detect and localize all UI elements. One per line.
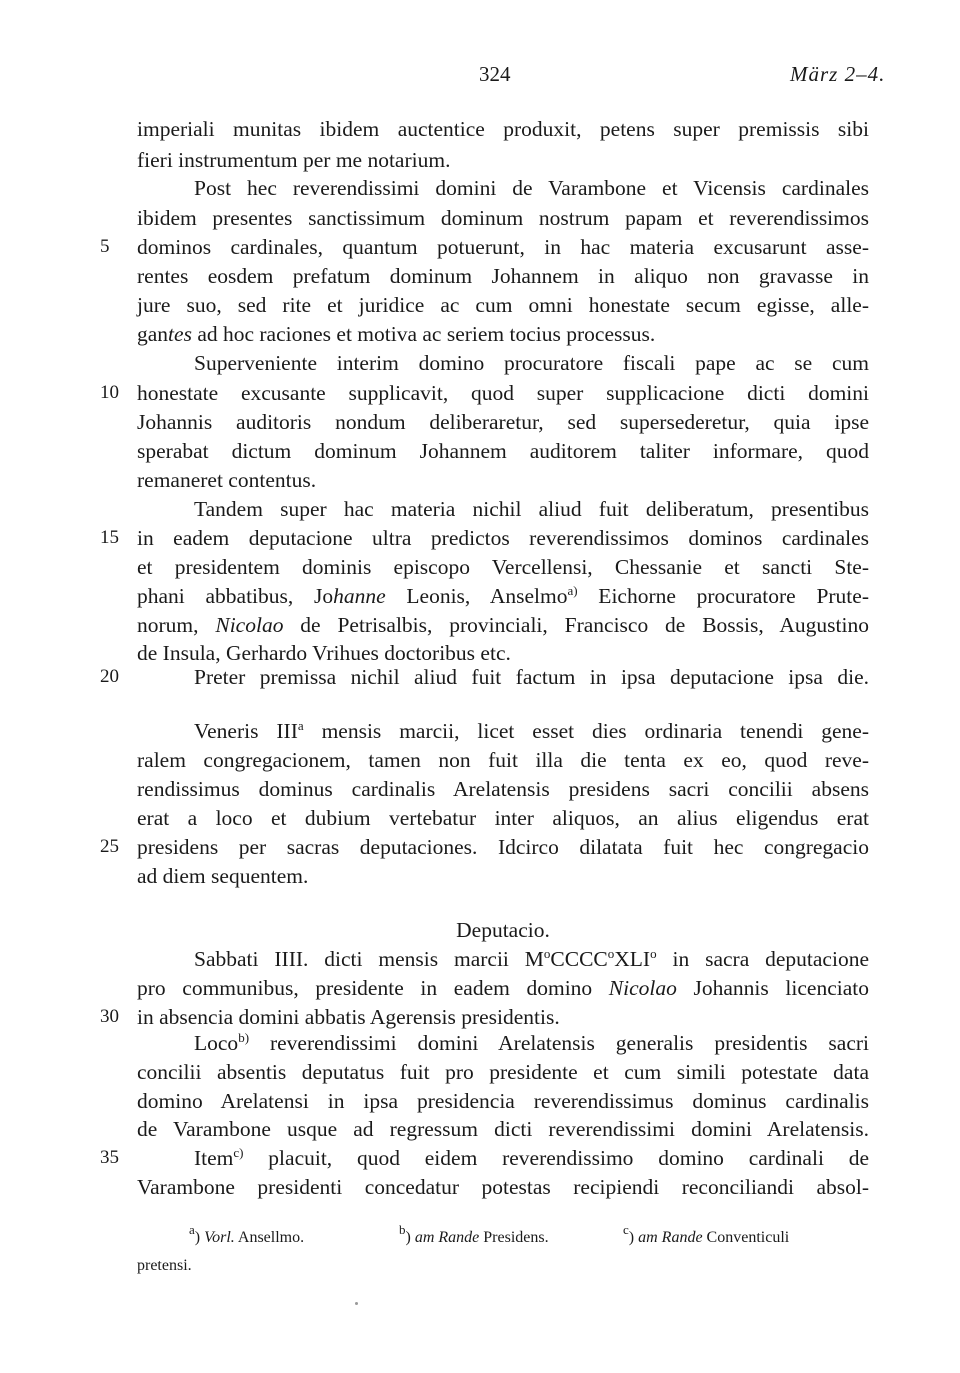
- text-segment: mensis marcii, licet esset dies ordinaria tenendi gene-: [303, 719, 869, 743]
- text-segment: Superveniente interim domino procuratore fiscali pape ac se cum: [194, 351, 869, 375]
- text-segment: Johannis licenciato: [676, 976, 869, 1000]
- text-segment: dominos cardinales, quantum potuerunt, in hac materia excusarunt asse-: [137, 235, 869, 259]
- page-speck: [355, 1302, 358, 1305]
- text-line: [137, 290, 869, 320]
- text-segment: ralem congregacionem, tamen non fuit illa die tenta ex eo, quod reve-: [137, 748, 869, 772]
- text-line: [137, 203, 869, 233]
- text-segment: pro communibus, presidente in eadem domino: [137, 976, 609, 1000]
- text-segment: remaneret contentus.: [137, 468, 317, 492]
- text-segment: ): [628, 1229, 639, 1246]
- text-segment: in absencia domini abbatis Agerensis presidentis.: [137, 1005, 560, 1029]
- footnote: [137, 1255, 192, 1277]
- text-line: [137, 348, 869, 378]
- text-segment: Varambone presidenti concedatur potestas recipiendi reconciliandi absol-: [137, 1175, 869, 1199]
- superscript-mark: a: [297, 718, 304, 733]
- text-line: [137, 1143, 869, 1173]
- text-line: [137, 173, 869, 203]
- text-segment: Leonis, Anselmo: [385, 584, 568, 608]
- text-segment: ): [405, 1229, 415, 1246]
- italic-text: am Rande: [638, 1229, 703, 1246]
- text-segment: gan: [137, 322, 169, 346]
- text-segment: in sacra deputacione: [656, 947, 869, 971]
- line-number: 5: [100, 236, 110, 257]
- superscript-mark: a): [567, 583, 578, 598]
- text-segment: de Varambone usque ad regressum dicti reverendissimi domini Arelatensis.: [137, 1117, 869, 1141]
- superscript-mark: b: [399, 1222, 406, 1237]
- text-segment: norum,: [137, 613, 216, 637]
- text-segment: jure suo, sed rite et juridice ac cum omni honestate secum egisse, alle-: [137, 293, 869, 317]
- text-segment: Post hec reverendissimi domini de Varambone et Vicensis cardinales: [194, 176, 869, 200]
- superscript-mark: a: [189, 1222, 195, 1237]
- text-segment: Presidens.: [479, 1229, 549, 1246]
- text-segment: XLI: [614, 947, 651, 971]
- text-line: [137, 581, 869, 611]
- text-line: [137, 378, 869, 408]
- text-line: [137, 145, 869, 175]
- text-segment: reverendissimi domini Arelatensis generalis presidentis sacri: [249, 1031, 869, 1055]
- italic-text: hanne: [333, 584, 386, 608]
- text-segment: honestate excusante supplicavit, quod super supplicacione dicti domini: [137, 381, 869, 405]
- text-line: [137, 1114, 869, 1144]
- text-line: [137, 232, 869, 262]
- superscript-mark: o: [607, 946, 615, 961]
- text-segment: ad diem sequentem.: [137, 864, 309, 888]
- text-line: [137, 803, 869, 833]
- text-segment: sperabat dictum dominum Johannem auditorem taliter informare, quod: [137, 439, 869, 463]
- text-line: [137, 114, 869, 144]
- text-segment: ): [194, 1229, 205, 1246]
- line-number: 35: [100, 1147, 119, 1168]
- text-line: [137, 465, 869, 495]
- text-segment: de Insula, Gerhardo Vrihues doctoribus etc.: [137, 641, 511, 665]
- text-line: [137, 1057, 869, 1087]
- text-segment: rendissimus dominus cardinalis Arelatensis presidens sacri concilii absens: [137, 777, 869, 801]
- text-segment: Preter premissa nichil aliud fuit factum in ipsa deputacione ipsa die.: [194, 665, 869, 689]
- text-segment: ad hoc raciones et motiva ac seriem tocius processus.: [191, 322, 656, 346]
- text-segment: Loco: [194, 1031, 239, 1055]
- section-heading: [137, 915, 869, 945]
- text-segment: phani abbatibus, Jo: [137, 584, 334, 608]
- superscript-mark: c: [623, 1222, 629, 1237]
- page-header: [0, 62, 960, 96]
- text-line: [137, 745, 869, 775]
- text-line: [137, 944, 869, 974]
- footnote: [623, 1222, 790, 1249]
- text-segment: Johannis auditoris nondum deliberaretur, sed supersederetur, quia ipse: [137, 410, 869, 434]
- text-line: [137, 662, 869, 692]
- text-line: [137, 407, 869, 437]
- text-segment: Conventiculi: [702, 1229, 790, 1246]
- text-line: [137, 861, 869, 891]
- text-line: [137, 1086, 869, 1116]
- line-number: 25: [100, 836, 119, 857]
- text-line: [137, 523, 869, 553]
- superscript-mark: b): [238, 1030, 250, 1045]
- line-number: 20: [100, 666, 119, 687]
- superscript-mark: o: [543, 946, 551, 961]
- text-line: [137, 832, 869, 862]
- text-segment: in eadem deputacione ultra predictos reverendissimos dominos cardinales: [137, 526, 869, 550]
- text-line: [137, 552, 869, 582]
- text-segment: Sabbati IIII. dicti mensis marcii M: [194, 947, 544, 971]
- text-line: [137, 716, 869, 746]
- text-segment: erat a loco et dubium vertebatur inter aliquos, an alius eligendus erat: [137, 806, 869, 830]
- text-line: [137, 774, 869, 804]
- running-head: März 2–4.: [790, 62, 886, 86]
- text-segment: presidens per sacras deputaciones. Idcirco dilatata fuit hec congregacio: [137, 835, 869, 859]
- superscript-mark: c): [233, 1145, 244, 1160]
- italic-text: am Rande: [414, 1229, 480, 1246]
- text-line: [137, 261, 869, 291]
- footnote: [189, 1222, 305, 1249]
- italic-text: Nicolao: [215, 613, 284, 637]
- text-segment: fieri instrumentum per me notarium.: [137, 148, 451, 172]
- text-segment: Deputacio.: [456, 918, 550, 942]
- text-segment: de Petrisalbis, provinciali, Francisco de Bossis, Augustino: [283, 613, 869, 637]
- text-segment: Tandem super hac materia nichil aliud fuit deliberatum, presentibus: [194, 497, 869, 521]
- text-line: [137, 1028, 869, 1058]
- text-segment: pretensi.: [137, 1257, 192, 1274]
- line-number: 10: [100, 382, 119, 403]
- text-line: [137, 1172, 869, 1202]
- italic-text: Nicolao: [608, 976, 677, 1000]
- text-segment: domino Arelatensi in ipsa presidencia reverendissimus dominus cardinalis: [137, 1089, 869, 1113]
- page-number: 324: [479, 62, 511, 86]
- text-line: [137, 610, 869, 640]
- text-line: [137, 494, 869, 524]
- superscript-mark: o: [650, 946, 657, 961]
- text-line: [137, 319, 869, 349]
- text-segment: ibidem presentes sanctissimum dominum nostrum papam et reverendissimos: [137, 206, 869, 230]
- italic-text: Vorl.: [204, 1229, 235, 1246]
- text-line: [137, 973, 869, 1003]
- text-line: [137, 436, 869, 466]
- text-segment: et presidentem dominis episcopo Vercellensi, Chessanie et sancti Ste-: [137, 555, 869, 579]
- text-segment: imperiali munitas ibidem auctentice produxit, petens super premissis sibi: [137, 117, 869, 141]
- text-segment: rentes eosdem prefatum dominum Johannem in aliquo non gravasse in: [137, 264, 869, 288]
- line-number: 15: [100, 527, 119, 548]
- text-segment: Item: [194, 1146, 234, 1170]
- text-segment: concilii absentis deputatus fuit pro presidente et cum simili potestate data: [137, 1060, 869, 1084]
- text-segment: CCCC: [550, 947, 608, 971]
- line-number: 30: [100, 1006, 119, 1027]
- text-segment: Veneris III: [194, 719, 298, 743]
- text-segment: Eichorne procuratore Prute-: [577, 584, 869, 608]
- italic-text: tes: [168, 322, 192, 346]
- footnote: [399, 1222, 549, 1249]
- text-segment: placuit, quod eidem reverendissimo domino cardinali de: [243, 1146, 869, 1170]
- text-segment: Ansellmo.: [234, 1229, 305, 1246]
